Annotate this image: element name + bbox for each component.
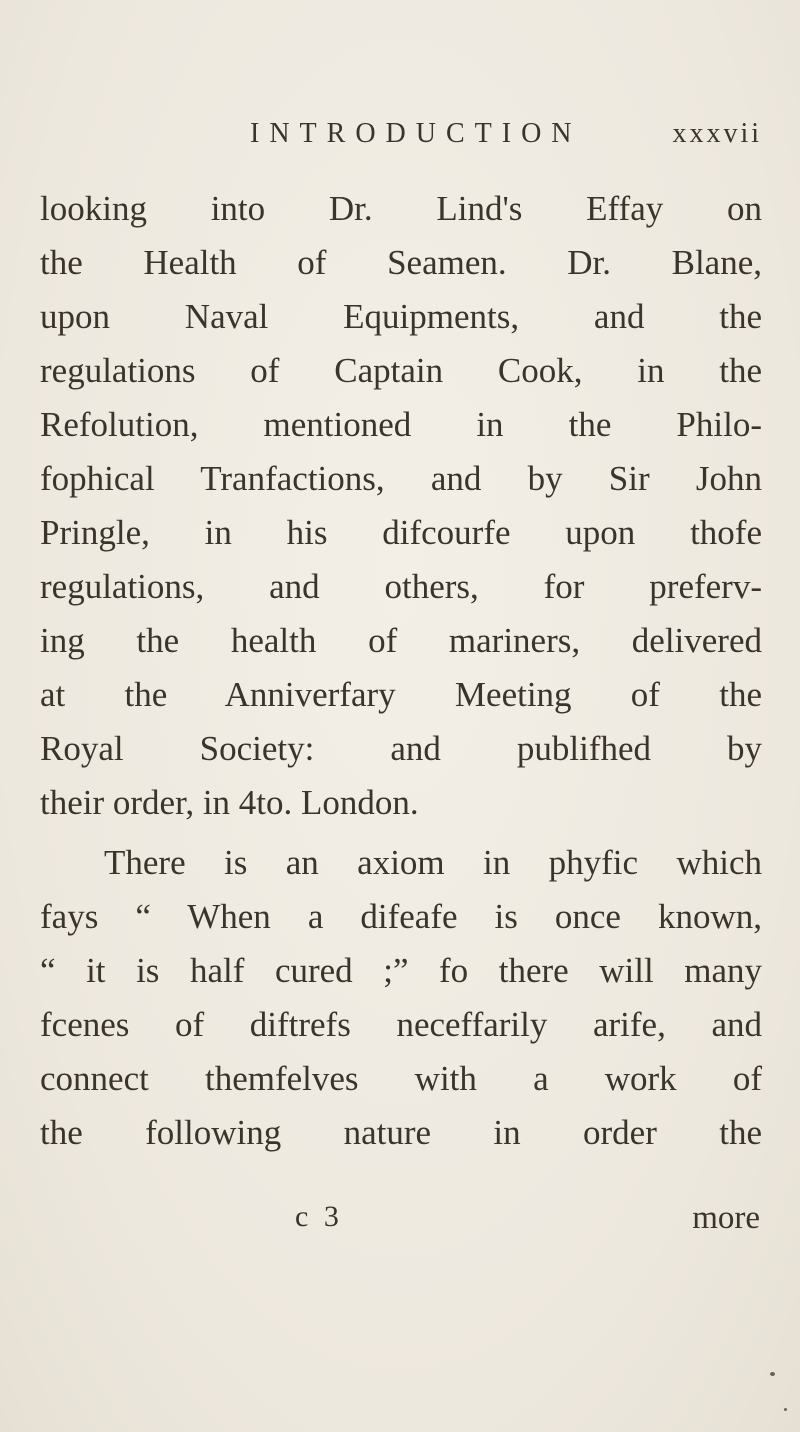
text-line: regulations, and others, for preferv- (40, 567, 762, 606)
page-number: xxxvii (672, 118, 762, 149)
text-line: There is an axiom in phyfic which (104, 843, 762, 882)
text-line: Pringle, in his difcourfe upon thofe (40, 513, 762, 552)
text-line: regulations of Captain Cook, in the (40, 351, 762, 390)
text-line: “ it is half cured ;” fo there will many (40, 951, 762, 990)
text-line: the Health of Seamen. Dr. Blane, (40, 243, 762, 282)
paper-speck (784, 1408, 787, 1411)
text-line: fays “ When a difeafe is once known, (40, 897, 762, 936)
text-line: fcenes of diftrefs neceffarily arife, and (40, 1005, 762, 1044)
text-line: the following nature in order the (40, 1113, 762, 1152)
text-line: connect themfelves with a work of (40, 1059, 762, 1098)
text-line: at the Anniverfary Meeting of the (40, 675, 762, 714)
paragraph-2 (40, 836, 762, 1160)
paragraph-1 (40, 182, 762, 830)
text-line: fophical Tranfactions, and by Sir John (40, 459, 762, 498)
paper-speck (770, 1372, 775, 1376)
text-line: their order, in 4to. London. (40, 783, 419, 822)
text-line: upon Naval Equipments, and the (40, 297, 762, 336)
text-line: looking into Dr. Lind's Effay on (40, 189, 762, 228)
text-line: Royal Society: and publifhed by (40, 729, 762, 768)
catchword: more (692, 1200, 760, 1236)
running-head: INTRODUCTION (250, 118, 582, 149)
text-line: Refolution, mentioned in the Philo- (40, 405, 762, 444)
text-line: ing the health of mariners, delivered (40, 621, 762, 660)
signature-mark: c 3 (295, 1200, 343, 1233)
